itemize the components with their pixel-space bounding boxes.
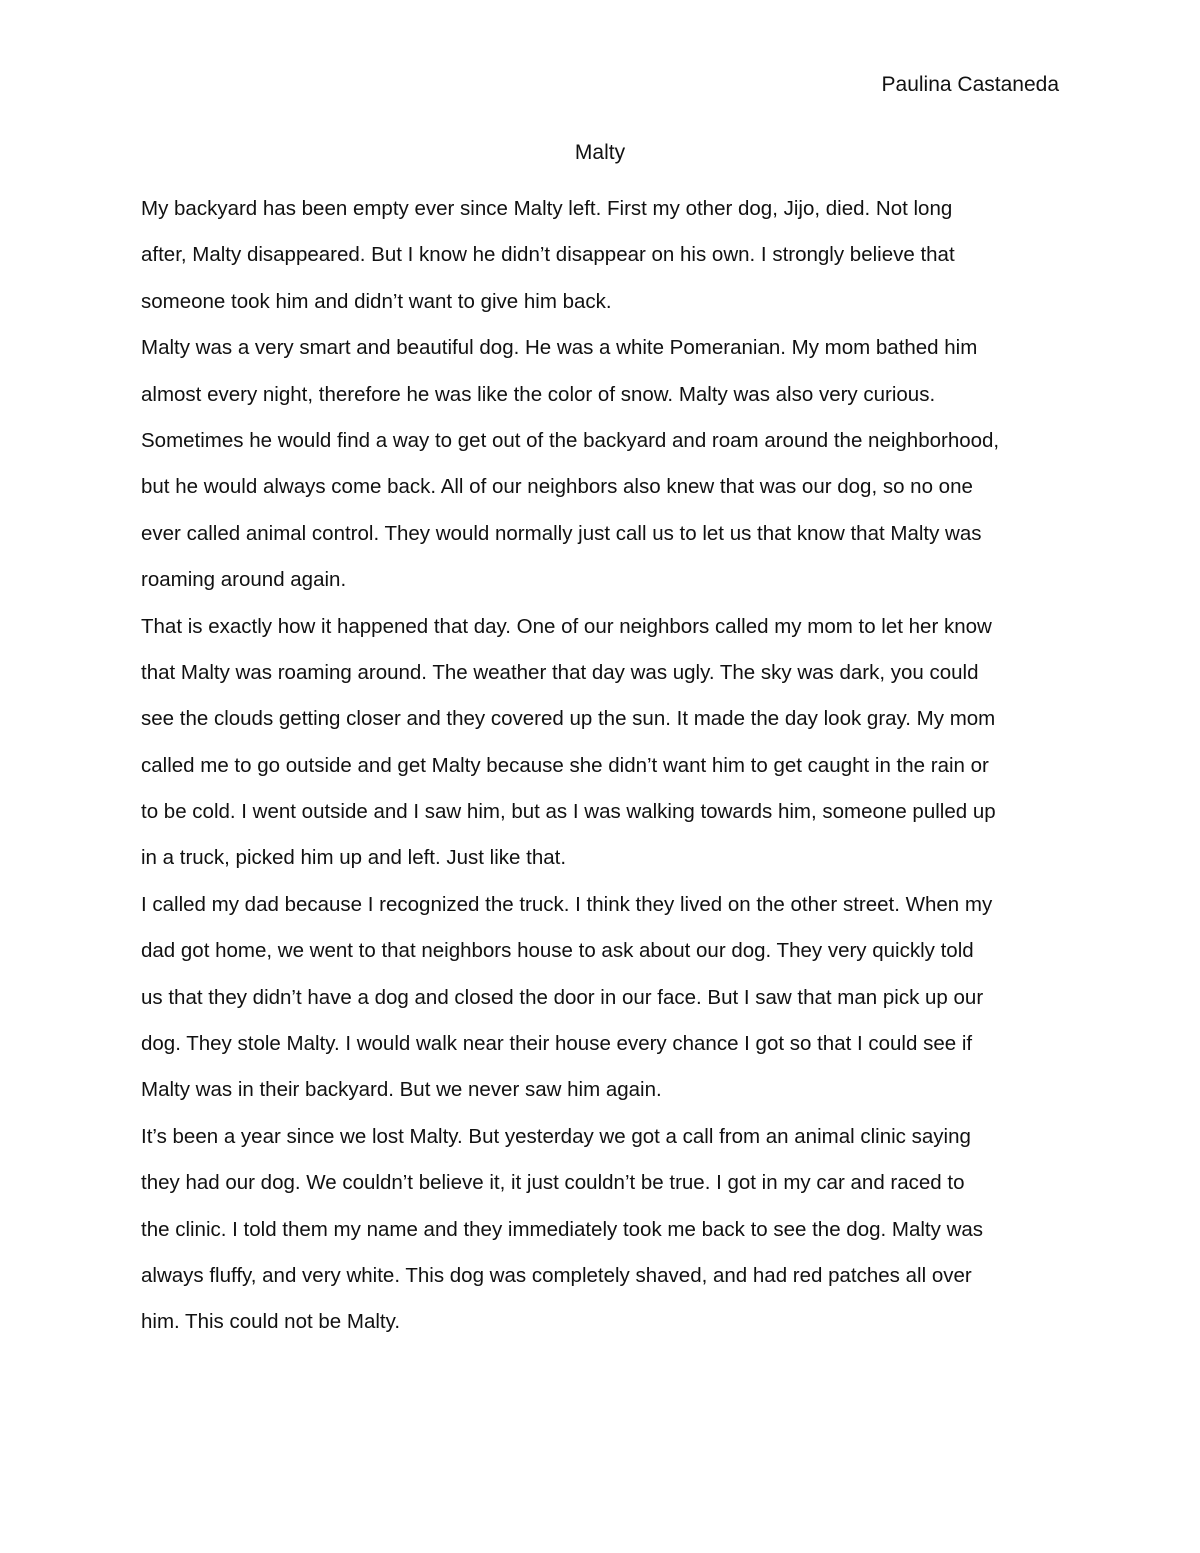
text-line: roaming around again. — [141, 568, 347, 592]
text-line: Malty was in their backyard. But we never saw him again. — [141, 1078, 662, 1102]
text-line: Sometimes he would find a way to get out of the backyard and roam around the neighborhood, — [141, 428, 1000, 452]
text-line: ever called animal control. They would normally just call us to let us that know that Malty was — [141, 521, 982, 545]
text-line: they had our dog. We couldn’t believe it, it just couldn’t be true. I got in my car and raced to — [141, 1171, 965, 1195]
text-line: always fluffy, and very white. This dog was completely shaved, and had red patches all over — [141, 1263, 972, 1287]
text-line: My backyard has been empty ever since Malty left. First my other dog, Jijo, died. Not long — [141, 197, 953, 220]
text-line: dog. They stole Malty. I would walk near their house every chance I got so that I could see if — [141, 1032, 973, 1056]
document-title: Malty — [574, 141, 626, 164]
text-line: almost every night, therefore he was like the color of snow. Malty was also very curious. — [141, 382, 936, 406]
text-line: It’s been a year since we lost Malty. But yesterday we got a call from an animal clinic saying — [141, 1124, 971, 1148]
text-line: called me to go outside and get Malty because she didn’t want him to get caught in the rain or — [141, 753, 989, 777]
text-line: in a truck, picked him up and left. Just like that. — [141, 846, 567, 870]
text-line: That is exactly how it happened that day. One of our neighbors called my mom to let her know — [141, 614, 992, 638]
text-line: the clinic. I told them my name and they immediately took me back to see the dog. Malty was — [141, 1217, 984, 1241]
text-line: dad got home, we went to that neighbors house to ask about our dog. They very quickly told — [141, 939, 974, 963]
text-line: see the clouds getting closer and they covered up the sun. It made the day look gray. My mom — [141, 707, 996, 731]
text-line: I called my dad because I recognized the truck. I think they lived on the other street. When my — [141, 892, 993, 916]
text-line: to be cold. I went outside and I saw him, but as I was walking towards him, someone pulled up — [141, 800, 996, 824]
text-line: us that they didn’t have a dog and closed the door in our face. But I saw that man pick up our — [141, 985, 984, 1009]
author-name: Paulina Castaneda — [881, 73, 1059, 96]
text-line: someone took him and didn’t want to give him back. — [141, 289, 612, 313]
text-line: him. This could not be Malty. — [141, 1310, 401, 1334]
text-line: Malty was a very smart and beautiful dog. He was a white Pomeranian. My mom bathed him — [141, 336, 978, 360]
text-line: that Malty was roaming around. The weather that day was ugly. The sky was dark, you could — [141, 660, 979, 684]
text-line: after, Malty disappeared. But I know he didn’t disappear on his own. I strongly believe that — [141, 243, 955, 267]
document-body — [141, 186, 1065, 1346]
text-line: but he would always come back. All of our neighbors also knew that was our dog, so no one — [141, 475, 973, 499]
